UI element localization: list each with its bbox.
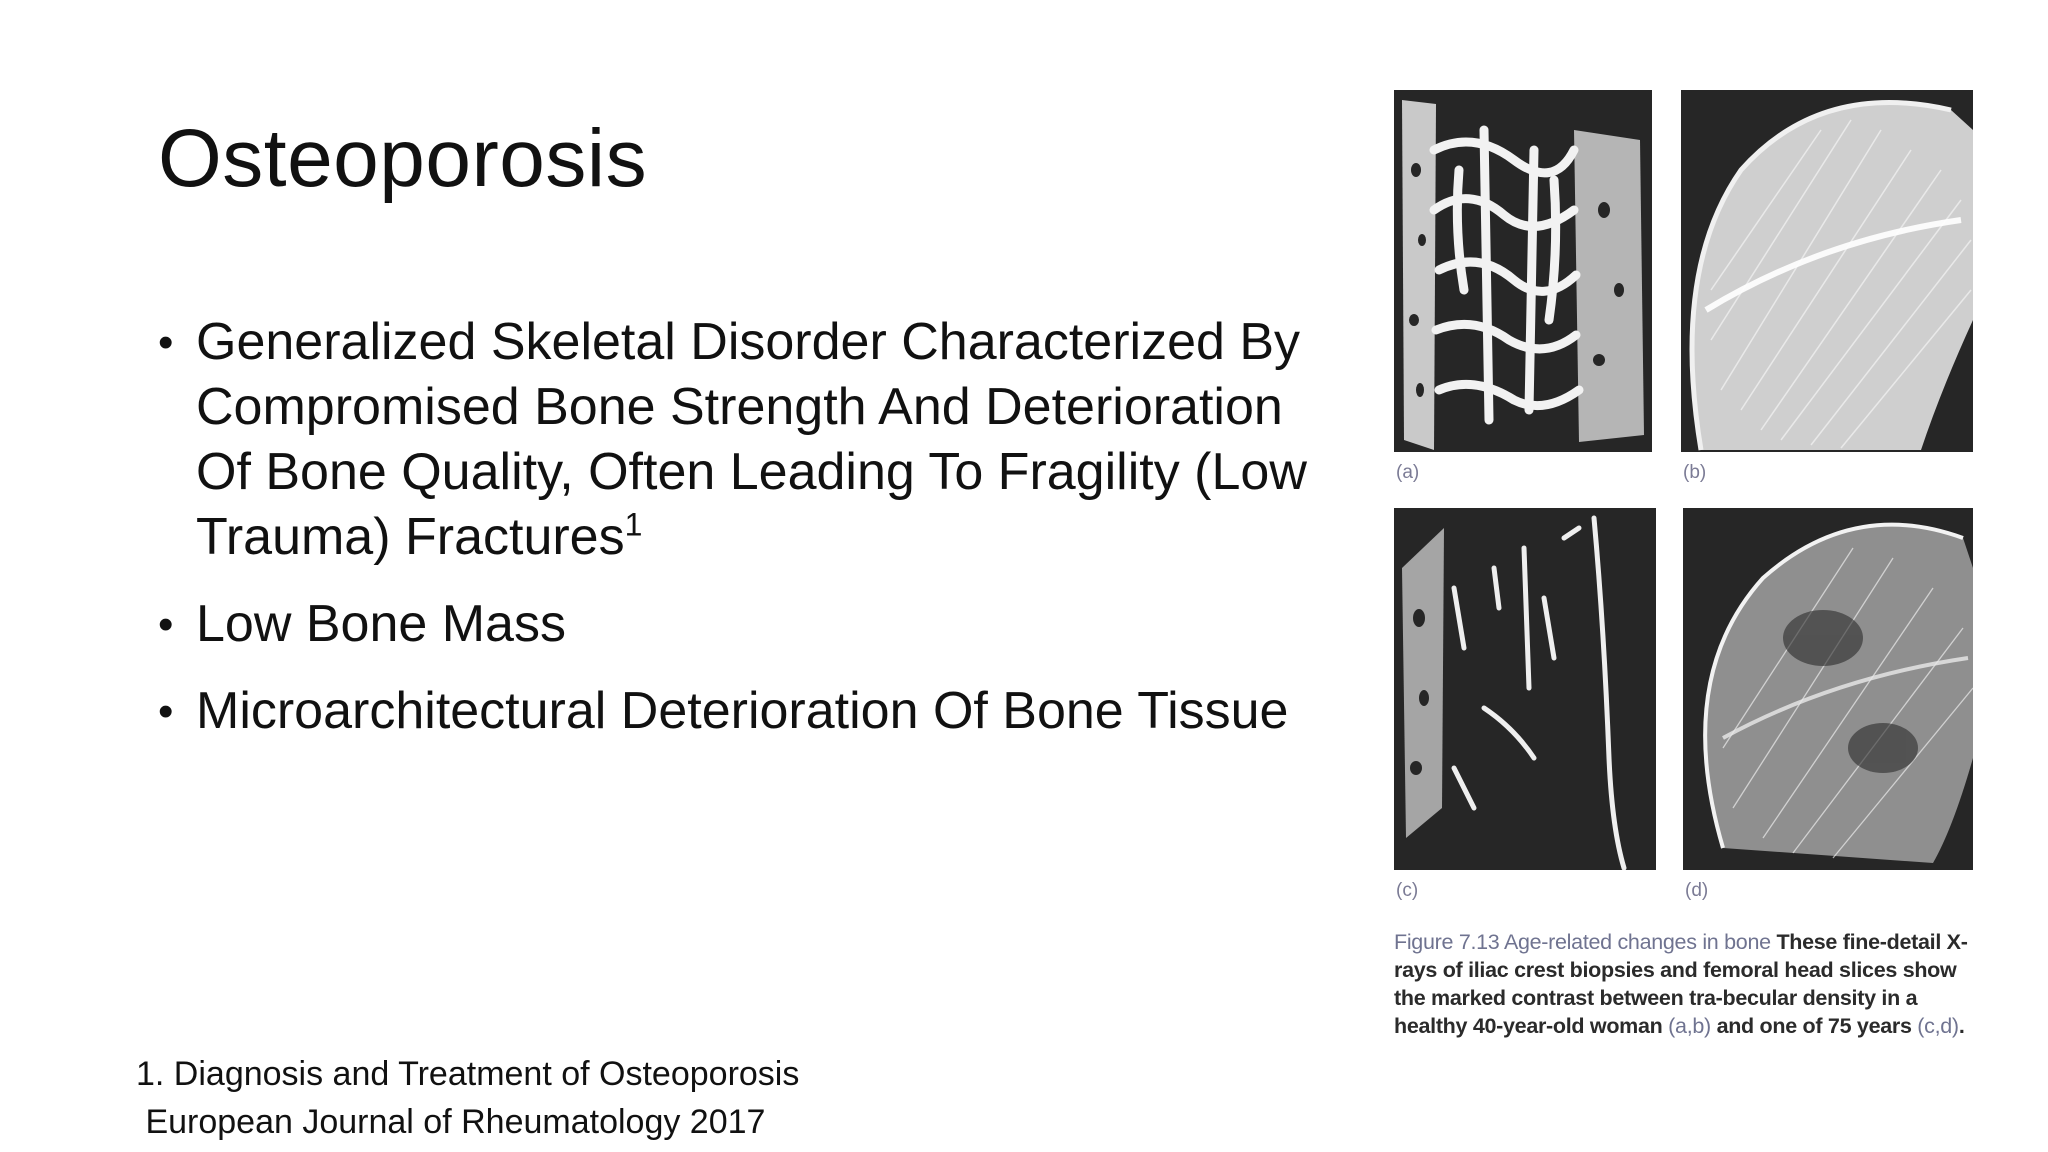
xray-panel-c xyxy=(1394,508,1656,870)
caption-body: These fine-detail X-rays of iliac crest biopsies and femoral head slices show the marked contrast between tra-becular density in a healthy 40-year-old woman xyxy=(1394,930,1968,1038)
footnote-marker: 1 xyxy=(624,506,643,543)
bullet-text: Generalized Skeletal Disorder Characterized By Compromised Bone Strength And Deterioration Of Bone Quality, Often Leading To Fragility (Low Trauma) Fractures xyxy=(196,313,1307,566)
xray-image-a xyxy=(1394,90,1652,452)
slide-title: Osteoporosis xyxy=(158,113,648,204)
bullet-dot-icon: • xyxy=(158,318,174,367)
panel-label-a: (a) xyxy=(1396,462,1420,483)
panel-label-c: (c) xyxy=(1396,880,1419,901)
xray-panel-a xyxy=(1394,90,1652,452)
xray-panel-b xyxy=(1681,90,1973,452)
caption-ref-ab: (a,b) xyxy=(1668,1014,1711,1038)
bullet-item xyxy=(158,679,1328,744)
caption-label: Figure 7.13 Age-related changes in bone xyxy=(1394,930,1771,954)
bullet-dot-icon: • xyxy=(158,600,174,649)
caption-ref-cd: (c,d) xyxy=(1917,1014,1959,1038)
bullet-dot-icon: • xyxy=(158,687,174,736)
xray-image-b xyxy=(1681,90,1973,452)
figure-caption xyxy=(1394,928,1974,1040)
xray-figure xyxy=(1394,90,1974,1090)
xray-image-d xyxy=(1683,508,1973,870)
bullet-text: Low Bone Mass xyxy=(196,595,566,653)
caption-mid: and one of 75 years xyxy=(1710,1014,1918,1038)
bullet-item xyxy=(158,310,1328,570)
bullet-list xyxy=(158,310,1328,766)
footnote-line-1: 1. Diagnosis and Treatment of Osteoporosis xyxy=(136,1055,800,1093)
xray-panel-d xyxy=(1683,508,1973,870)
caption-end: . xyxy=(1958,1014,1965,1038)
footnote xyxy=(136,1050,799,1146)
panel-label-d: (d) xyxy=(1685,880,1709,901)
xray-image-c xyxy=(1394,508,1656,870)
panel-label-b: (b) xyxy=(1683,462,1707,483)
bullet-item xyxy=(158,592,1328,657)
bullet-text: Microarchitectural Deterioration Of Bone Tissue xyxy=(196,682,1289,740)
footnote-line-2: European Journal of Rheumatology 2017 xyxy=(136,1103,766,1141)
